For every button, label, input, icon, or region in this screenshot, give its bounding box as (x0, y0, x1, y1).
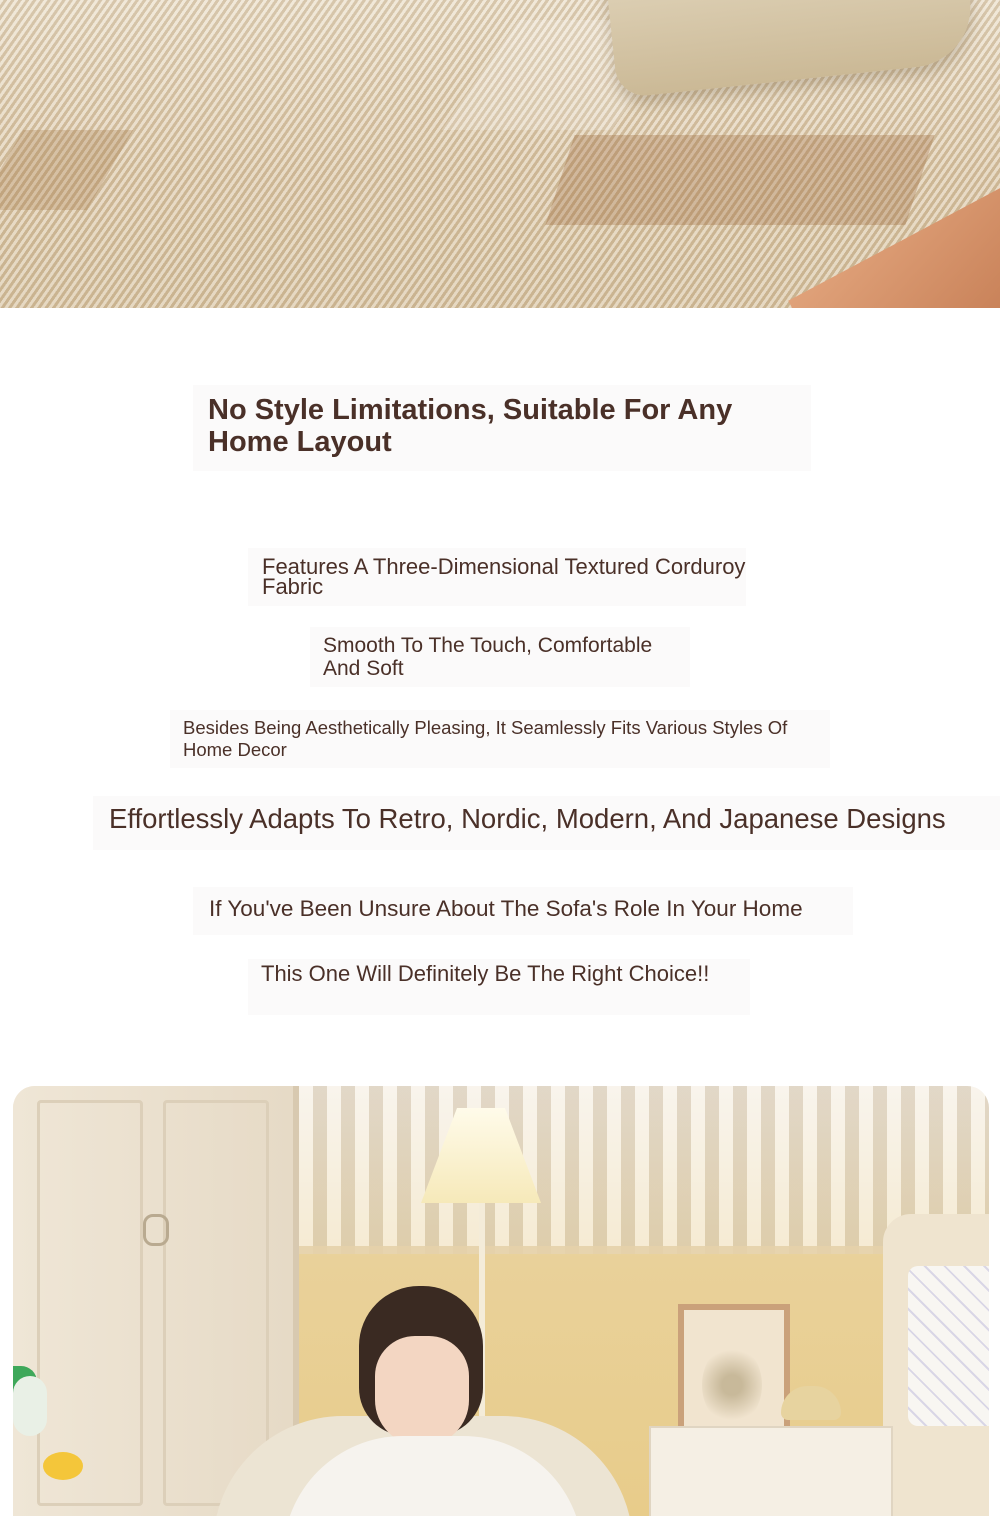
toy-figure (13, 1376, 47, 1436)
fabric-shadow-right (545, 135, 934, 225)
sofa-cushion (604, 0, 977, 98)
feature-text-decor: Besides Being Aesthetically Pleasing, It Seamlessly Fits Various Styles Of Home Decor (170, 710, 830, 768)
botanical-print (702, 1345, 762, 1425)
fabric-shadow-left (0, 130, 133, 210)
feature-text-fabric: Features A Three-Dimensional Textured Corduroy Fabric (248, 548, 746, 606)
feature-text-soft: Smooth To The Touch, Comfortable And Soft (310, 627, 690, 687)
desk-lamp (781, 1386, 841, 1420)
toy-duck (43, 1452, 83, 1480)
feature-text-unsure: If You've Been Unsure About The Sofa's Role In Your Home (193, 887, 853, 935)
bed-pillow (908, 1266, 989, 1426)
feature-text-styles: Effortlessly Adapts To Retro, Nordic, Modern, And Japanese Designs (93, 796, 1000, 850)
wardrobe-door (163, 1100, 269, 1506)
section-headline: No Style Limitations, Suitable For Any Home Layout (193, 385, 811, 471)
feature-text-right-choice: This One Will Definitely Be The Right Choice!! (248, 959, 750, 1015)
wardrobe-door (37, 1100, 143, 1506)
nightstand (649, 1426, 893, 1516)
wardrobe-handle (143, 1214, 169, 1246)
person-face (375, 1336, 469, 1446)
bedroom-lifestyle-photo (13, 1086, 989, 1516)
picture-frame (678, 1304, 790, 1446)
floor-lamp-pole (479, 1202, 485, 1442)
corduroy-fabric-photo (0, 0, 1000, 308)
